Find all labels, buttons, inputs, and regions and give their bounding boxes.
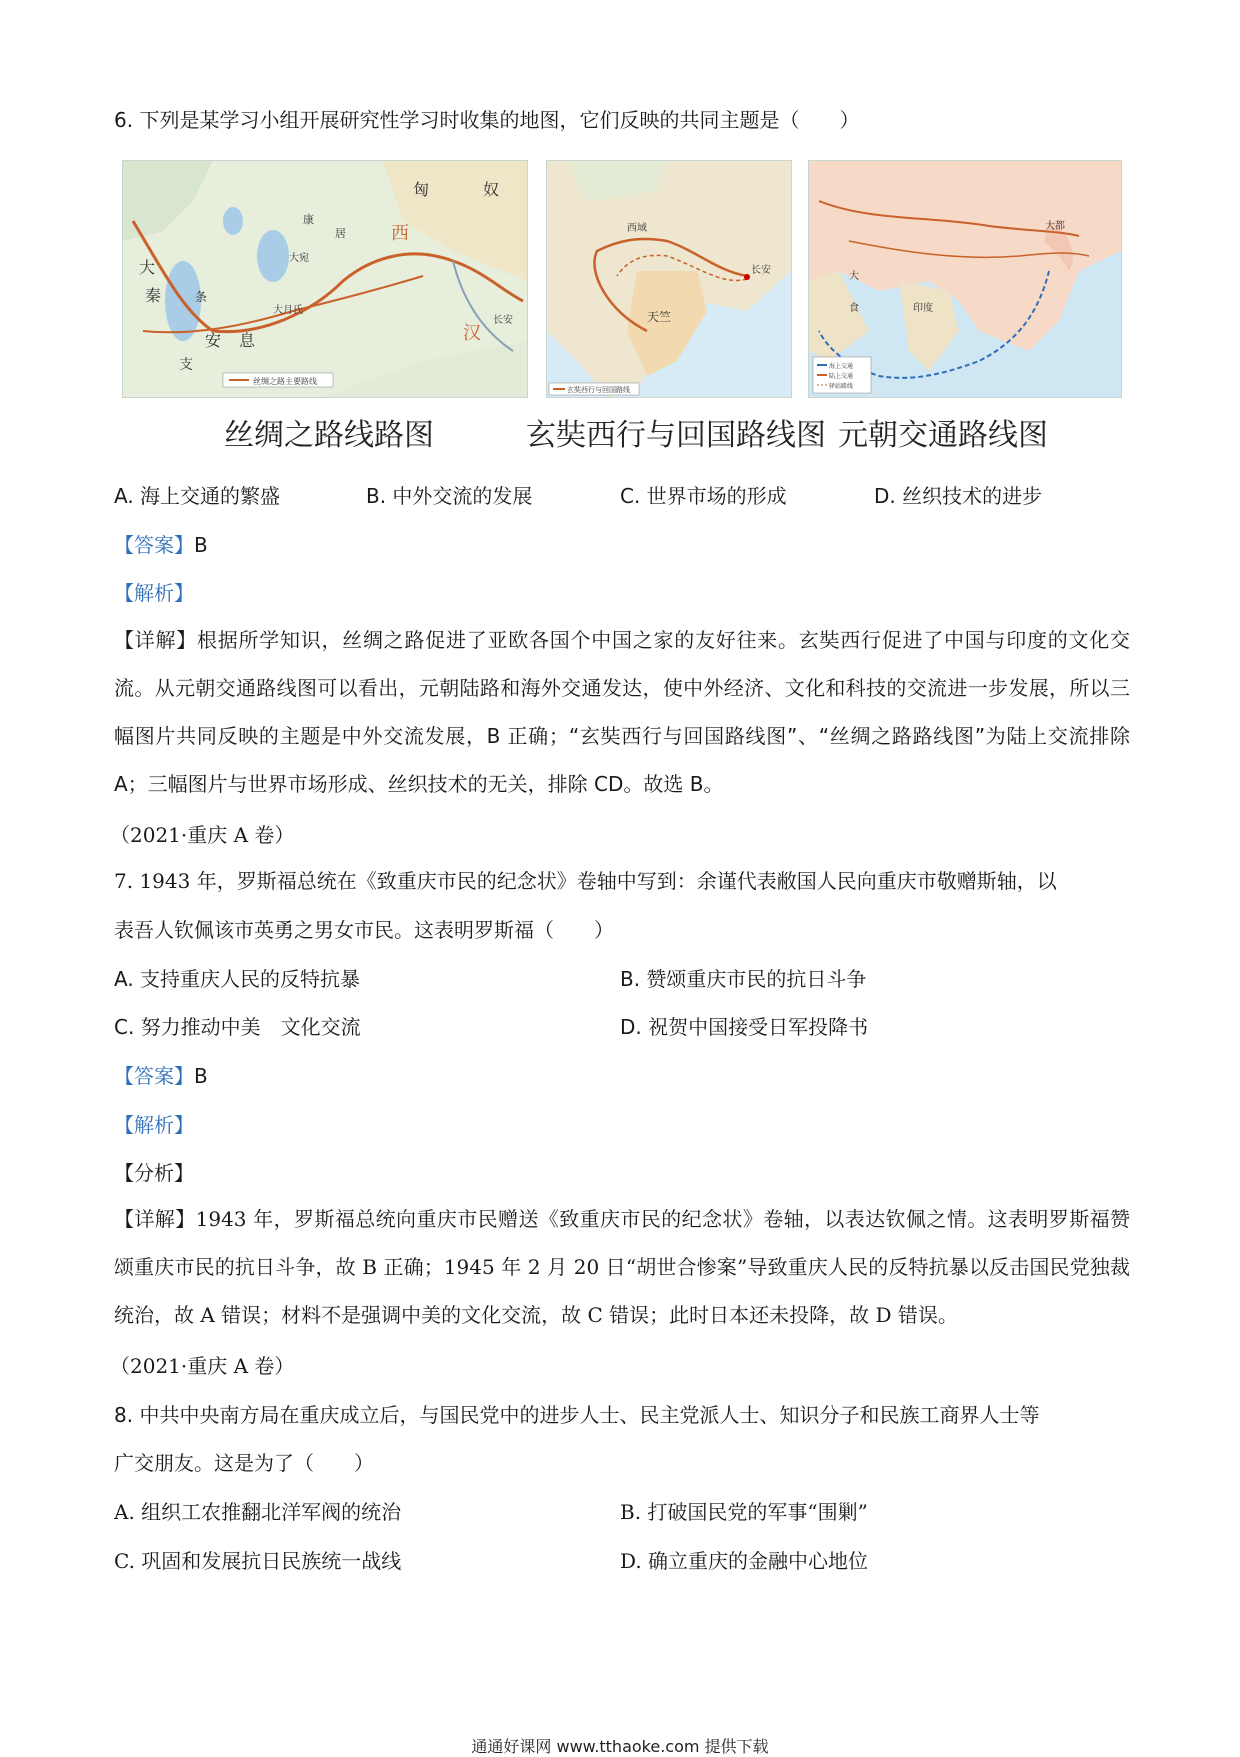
q8-stem-line2: 广交朋友。这是为了（ ） — [114, 1451, 374, 1475]
map3-label: 印度 — [913, 303, 933, 314]
page-footer: 通通好课网 www.tthaoke.com 提供下载 — [471, 1737, 769, 1756]
map1-label: 大月氏 — [273, 305, 303, 316]
detail-text: 1943 年，罗斯福总统向重庆市民赠送《致重庆市民的纪念状》卷轴，以表达钦佩之情。这表明罗斯福赞颂重庆市民的抗日斗争，故 B 正确；1945 年 2 月 20 日“胡世合惨案”导致重庆人民的反特抗暴以反击国民党独裁统治，故 A 错误；材料不是强调中美的文化交流，故 C 错误；此时日本还未投降，故 D 错误。 — [114, 1207, 1131, 1327]
q6-option-d: D. 丝织技术的进步 — [874, 484, 1043, 508]
q8-option-b: B. 打破国民党的军事“围剿” — [620, 1500, 868, 1524]
map3-legend-item: 海上交通 — [829, 363, 854, 370]
map3-label: 食 — [849, 303, 859, 314]
map2-caption: 玄奘西行与回国路线图 — [526, 418, 826, 453]
answer-value: B — [194, 533, 208, 557]
map1-caption: 丝绸之路线路图 — [224, 418, 434, 453]
q6-stem: 6. 下列是某学习小组开展研究性学习时收集的地图，它们反映的共同主题是（ ） — [114, 108, 860, 132]
q7-stem-line2: 表吾人钦佩该市英勇之男女市民。这表明罗斯福（ ） — [114, 918, 614, 942]
map1-label: 居 — [335, 227, 346, 240]
q8-option-d: D. 确立重庆的金融中心地位 — [620, 1549, 869, 1573]
q6-option-c: C. 世界市场的形成 — [620, 484, 787, 508]
answer-label: 【答案】 — [114, 1064, 194, 1088]
answer-value: B — [194, 1064, 208, 1088]
detail-text: 根据所学知识，丝绸之路促进了亚欧各国个中国之家的友好往来。玄奘西行促进了中国与印度的文化交流。从元朝交通路线图可以看出，元朝陆路和海外交通发达，使中外经济、文化和科技的交流进一步发展，所以三幅图片共同反映的主题是中外交流发展，B 正确；“玄奘西行与回国路线图”、“丝绸之路路线图”为陆上交流排除 A；三幅图片与世界市场形成、丝织技术的无关，排除 CD。故选 B。 — [114, 628, 1130, 796]
map2-label: 长安 — [751, 265, 771, 276]
map3-label: 大都 — [1045, 221, 1065, 232]
source-note: （2021·重庆 A 卷） — [110, 1354, 295, 1378]
silk-road-map — [122, 160, 528, 398]
source-note: （2021·重庆 A 卷） — [110, 823, 295, 847]
map1-label: 安 — [205, 331, 222, 350]
map2-legend: 玄奘西行与回国路线 — [567, 386, 630, 394]
q6-answer-line — [114, 532, 1130, 558]
q7-option-d: D. 祝贺中国接受日军投降书 — [620, 1015, 869, 1039]
detail-label: 【详解】 — [114, 628, 197, 652]
q7-stem-line1: 7. 1943 年，罗斯福总统在《致重庆市民的纪念状》卷轴中写到：余谨代表敝国人民向重庆市敬赠斯轴，以 — [114, 869, 1057, 893]
map3-caption: 元朝交通路线图 — [838, 418, 1048, 453]
map1-label: 大 — [139, 258, 156, 277]
q7-option-c: C. 努力推动中美 文化交流 — [114, 1015, 361, 1039]
map1-label: 秦 — [145, 286, 162, 305]
answer-label: 【答案】 — [114, 533, 194, 557]
map1-label: 长安 — [493, 315, 513, 326]
map1-legend: 丝绸之路主要路线 — [253, 377, 317, 386]
map1-label: 匈 — [413, 180, 430, 199]
q7-option-a: A. 支持重庆人民的反特抗暴 — [114, 967, 361, 991]
q8-option-c: C. 巩固和发展抗日民族统一战线 — [114, 1549, 402, 1573]
map1-label: 大宛 — [289, 253, 309, 264]
map1-label: 奴 — [483, 180, 500, 199]
q6-option-a: A. 海上交通的繁盛 — [114, 484, 281, 508]
map1-label: 西 — [391, 223, 409, 244]
q7-answer-line — [114, 1063, 1130, 1089]
detail-label: 【详解】 — [114, 1207, 196, 1231]
map2-label: 天竺 — [647, 310, 672, 324]
map2-label: 西域 — [627, 223, 647, 234]
q8-option-a: A. 组织工农推翻北洋军阀的统治 — [114, 1500, 402, 1524]
yuan-transport-map — [808, 160, 1122, 398]
map1-label: 康 — [303, 213, 314, 226]
q8-stem-line1: 8. 中共中央南方局在重庆成立后，与国民党中的进步人士、民主党派人士、知识分子和民族工商界人士等 — [114, 1403, 1040, 1427]
map1-label: 条 — [195, 290, 208, 304]
q7-option-b: B. 赞颂重庆市民的抗日斗争 — [620, 967, 867, 991]
map3-legend-item: 陆上交通 — [829, 373, 854, 380]
q7-fenxi-label: 【分析】 — [114, 1161, 194, 1185]
map1-label: 息 — [239, 331, 256, 350]
q6-option-b: B. 中外交流的发展 — [366, 484, 533, 508]
map3-label: 大 — [849, 271, 859, 282]
map1-label: 支 — [179, 357, 193, 373]
map1-label: 汉 — [463, 323, 481, 344]
q6-detail — [114, 616, 1130, 808]
q7-detail — [114, 1195, 1130, 1339]
q7-analysis-label: 【解析】 — [114, 1113, 194, 1137]
xuanzang-map — [546, 160, 792, 398]
map3-legend-item: 驿站路线 — [829, 383, 854, 390]
q6-analysis-label: 【解析】 — [114, 581, 194, 605]
